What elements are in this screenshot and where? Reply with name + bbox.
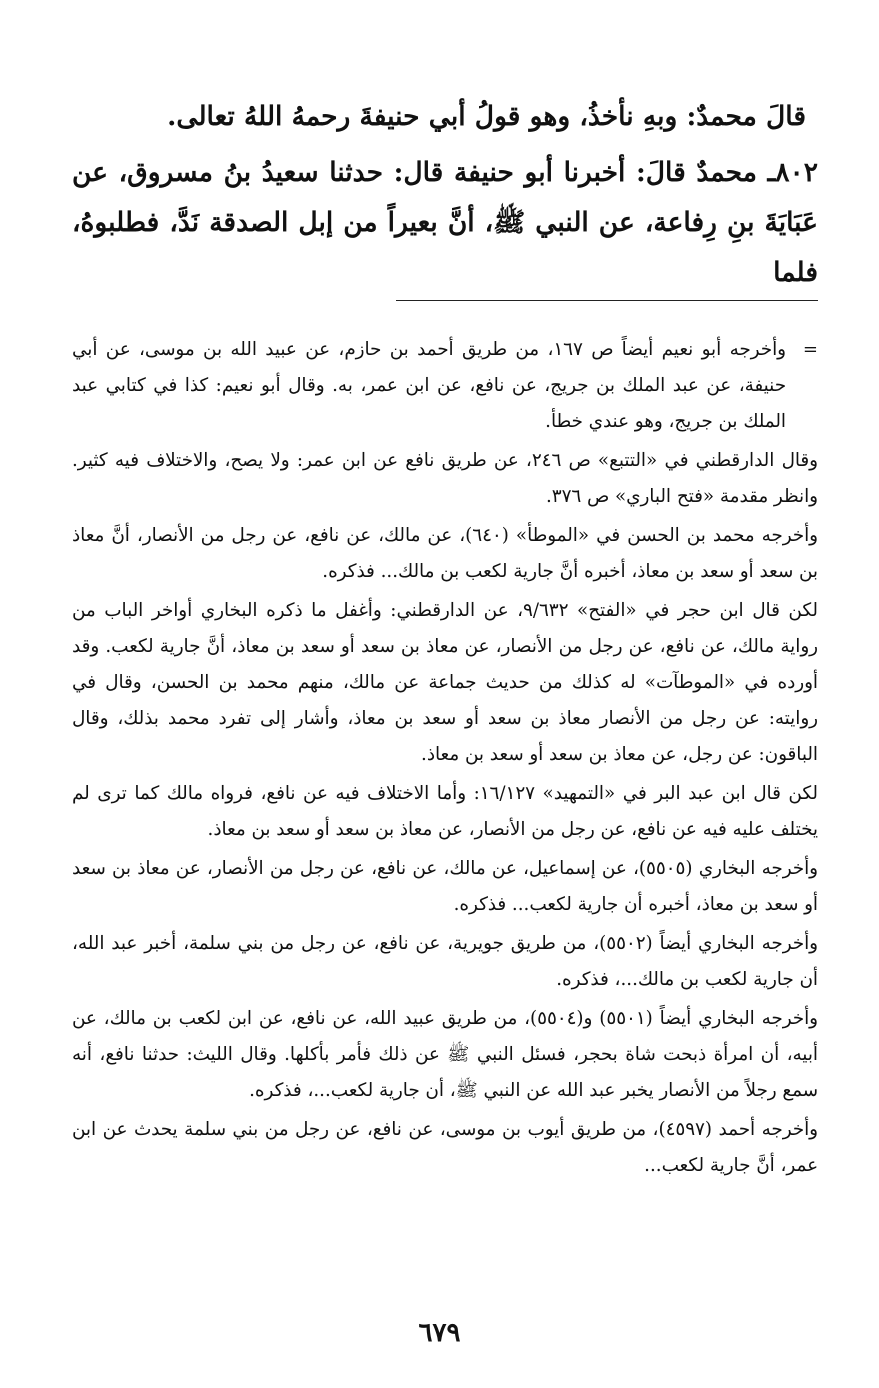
footnote-paragraph: لكن قال ابن حجر في «الفتح» ٩/٦٣٢، عن الدارقطني: وأغفل ما ذكره البخاري أواخر الباب من رواية مالك، عن نافع، عن رجل من الأنصار، عن معاذ بن سعد أو سعد بن معاذ، أنَّ جارية لكعب. وقد أورده في «الموطآت» له كذلك من حديث جماعة عن مالك، منهم محمد بن الحسن، وقال في روايته: عن رجل من الأنصار معاذ بن سعد أو سعد بن معاذ، وأشار إلى تفرد محمد بذلك، وقال الباقون: عن رجل، عن معاذ بن سعد أو سعد بن معاذ. <box>72 600 818 765</box>
main-text <box>72 92 818 298</box>
page-number: ٦٧٩ <box>418 1318 461 1348</box>
footnotes <box>72 332 818 1187</box>
footnote-text: وأخرجه أبو نعيم أيضاً ص ١٦٧، من طريق أحمد بن حازم، عن عبيد الله بن موسى، عن أبي حنيفة، عن عبد الملك بن جريج، عن نافع، عن ابن عمر، به. وقال أبو نعيم: كذا في كتابي عبد الملك بن جريج، وهو عندي خطأ. <box>72 339 786 432</box>
footnote-paragraph: وأخرجه البخاري أيضاً (٥٥٠٢)، من طريق جويرية، عن نافع، عن رجل من بني سلمة، أخبر عبد الله، أن جارية لكعب بن مالك...، فذكره. <box>72 933 818 990</box>
footnote-paragraph <box>72 332 818 440</box>
footnote-paragraph: وقال الدارقطني في «التتبع» ص ٢٤٦، عن طريق نافع عن ابن عمر: ولا يصح، والاختلاف فيه كثير. وانظر مقدمة «فتح الباري» ص ٣٧٦. <box>72 450 818 507</box>
footnote-paragraph: لكن قال ابن عبد البر في «التمهيد» ١٦/١٢٧: وأما الاختلاف فيه عن نافع، فرواه مالك كما ترى لم يختلف عليه فيه عن نافع، عن رجل من الأنصار، عن معاذ بن سعد أو سعد بن معاذ. <box>72 783 818 840</box>
footnote-paragraph: وأخرجه البخاري أيضاً (٥٥٠١) و(٥٥٠٤)، من طريق عبيد الله، عن نافع، عن ابن لكعب بن مالك، عن أبيه، أن امرأة ذبحت شاة بحجر، فسئل النبي ﷺ عن ذلك فأمر بأكلها. وقال الليث: حدثنا نافع، أنه سمع رجلاً من الأنصار يخبر عبد الله عن النبي ﷺ، أن جارية لكعب...، فذكره. <box>72 1008 819 1101</box>
footnote-paragraph: وأخرجه أحمد (٤٥٩٧)، من طريق أيوب بن موسى، عن نافع، عن رجل من بني سلمة يحدث عن ابن عمر، أنَّ جارية لكعب... <box>72 1119 818 1176</box>
hadith-paragraph: ٨٠٢ـ محمدٌ قالَ: أخبرنا أبو حنيفة قال: حدثنا سعيدُ بنُ مسروق، عن عَبَايَةَ بنِ رِفاعة، عن النبي ﷺ، أنَّ بعيراً من إبل الصدقة نَدَّ، فطلبوهُ، فلما <box>72 157 818 288</box>
main-text-line: قالَ محمدٌ: وبهِ نأخذُ، وهو قولُ أبي حنيفةَ رحمهُ اللهُ تعالى. <box>167 101 806 132</box>
footnote-separator <box>396 300 818 301</box>
continuation-mark: = <box>802 339 818 360</box>
footnote-paragraph: وأخرجه البخاري (٥٥٠٥)، عن إسماعيل، عن مالك، عن نافع، عن رجل من الأنصار، عن معاذ بن سعد أو سعد بن معاذ، أخبره أن جارية لكعب... فذكره. <box>72 858 819 915</box>
footnote-paragraph: وأخرجه محمد بن الحسن في «الموطأ» (٦٤٠)، عن مالك، عن نافع، عن رجل من الأنصار، أنَّ معاذ بن سعد أو سعد بن معاذ، أخبره أنَّ جارية لكعب بن مالك... فذكره. <box>72 525 818 582</box>
